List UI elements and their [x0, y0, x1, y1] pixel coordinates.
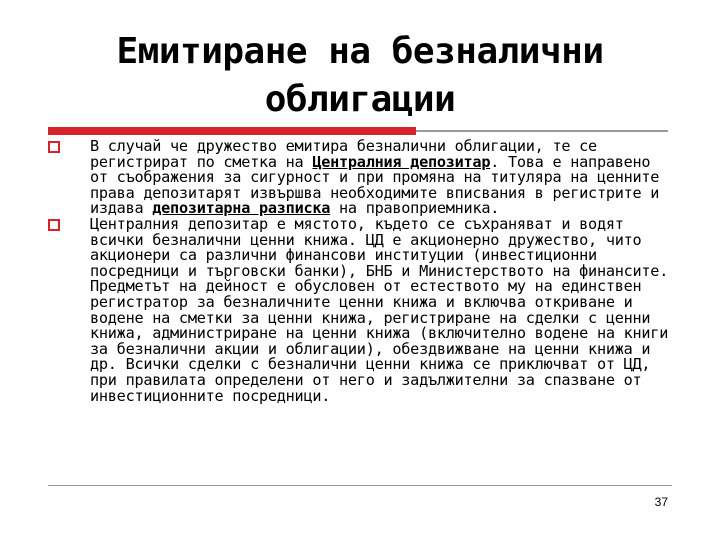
footer-divider — [48, 485, 672, 486]
page-number: 37 — [654, 495, 668, 509]
bullet-text — [90, 139, 673, 217]
slide-title — [60, 28, 660, 124]
bullet-text: Централния депозитар е мястото, където се съхраняват и водят всички безналични ценни книжа. ЦД е акционерно дружество, чито акционери са различни финансови институции (инвестиционни посредници и търговски банки), БНБ и Министерството на финансите. Предметът на дейност е обусловен от естеството му на единствен регистратор за безналичните ценни книжа и включва откриване и водене на сметки за ценни книжа, регистриране на сделки с ценни книжа, администриране на ценни книжа (включително водене на книги за безналични акции и облигации), обездвижване на ценни книжа и др. Всички сделки с безналични ценни книжа се приключват от ЦД, при правилата определени от него и задължителни за спазване от инвестиционните посредници. — [90, 214, 669, 405]
title-underline-gray — [416, 130, 668, 132]
term-central-depository: Централния депозитар — [312, 152, 491, 171]
title-line-2: облигации — [264, 79, 456, 120]
bullet-item — [48, 214, 673, 405]
bullet-text-part: В случай че дружество емитира безналични облигации, те се регистрират по сметка на — [90, 137, 597, 171]
square-bullet-icon — [48, 141, 60, 153]
bullet-list — [48, 139, 673, 404]
square-bullet-icon — [48, 219, 60, 231]
term-depository-receipt: депозитарна разписка — [152, 199, 331, 218]
bullet-item — [48, 139, 673, 217]
title-line-1: Емитиране на безналични — [116, 31, 604, 72]
bullet-text-part: . Това е направено от съображения за сигурност и при промяна на титуляра на ценните права депозитарят извършва необходимите вписвания в регистрите и издава — [90, 152, 660, 218]
bullet-text-part: на правоприемника. — [330, 199, 500, 218]
title-underline-red — [48, 127, 416, 135]
